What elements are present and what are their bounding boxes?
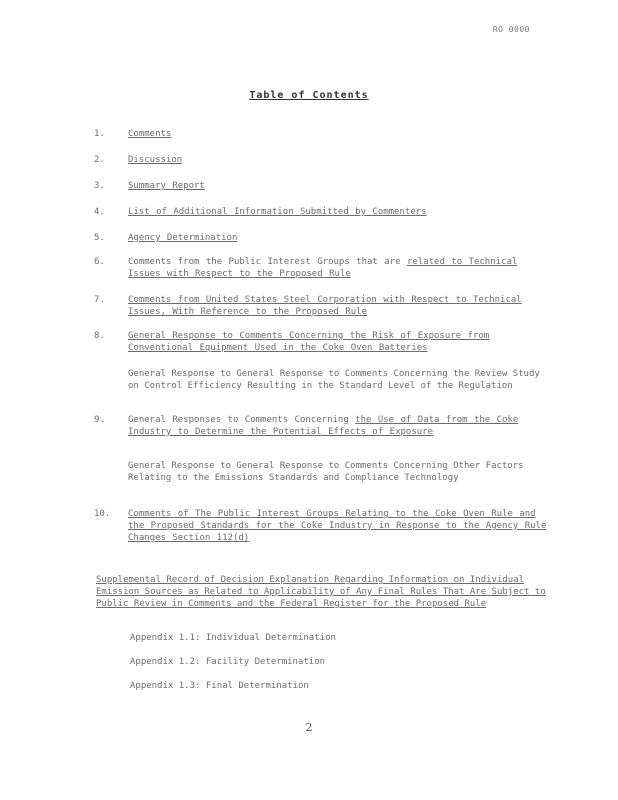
- toc-item-link[interactable]: Comments of The Public Interest Groups Relating to the Coke Oven Rule and the Proposed Standards for the Coke Industry in Response to the Agency Rule Changes Section 112(d): [128, 509, 547, 543]
- toc-subnote: General Response to General Response to Comments Concerning Other Factors Relating to the Emissions Standards and Compliance Technology: [128, 461, 524, 483]
- appendix-item[interactable]: Appendix 1.1: Individual Determination: [130, 633, 336, 643]
- page-number: 2: [305, 721, 313, 734]
- toc-subnote: General Response to General Response to Comments Concerning the Review Study on Control Efficiency Resulting in the Standard Level of the Regulation: [128, 369, 540, 391]
- toc-item-link[interactable]: Discussion: [128, 155, 183, 165]
- toc-item-link[interactable]: Summary Report: [128, 181, 205, 191]
- toc-item-number: 7.: [94, 295, 105, 305]
- toc-item-number: 5.: [94, 233, 105, 243]
- toc-item-link[interactable]: related to Technical Issues with Respect to the Proposed Rule: [128, 257, 518, 279]
- toc-item-number: 9.: [94, 415, 105, 425]
- toc-item-link[interactable]: General Response to Comments Concerning the Risk of Exposure from Conventional Equipment Used in the Coke Oven Batteries: [128, 331, 490, 353]
- toc-item-text: [128, 414, 548, 438]
- toc-item-number: 10.: [94, 509, 111, 519]
- toc-item-link[interactable]: Comments from United States Steel Corporation with Respect to Technical Issues, With Reference to the Proposed Rule: [128, 295, 522, 317]
- toc-item-text-plain: General Responses to Comments Concerning: [128, 415, 349, 425]
- header-tag: RO 0000: [492, 25, 530, 34]
- toc-item-link[interactable]: List of Additional Information Submitted by Commenters: [128, 207, 427, 217]
- toc-item-link[interactable]: Agency Determination: [128, 233, 238, 243]
- page-title: Table of Contents: [249, 90, 369, 101]
- appendix-item[interactable]: Appendix 1.2: Facility Determination: [130, 657, 326, 667]
- toc-item-number: 6.: [94, 257, 105, 267]
- toc-item-number: 1.: [94, 129, 105, 139]
- toc-item-text-plain: Comments from the Public Interest Groups that are: [128, 257, 401, 267]
- toc-item-number: 2.: [94, 155, 105, 165]
- toc-item-number: 8.: [94, 331, 105, 341]
- appendix-intro[interactable]: Supplemental Record of Decision Explanation Regarding Information on Individual Emission Sources as Related to Applicability of Any Final Rules That Are Subject to Public Review in Comments and the Federal Register for the Proposed Rule: [96, 575, 546, 609]
- toc-item-link[interactable]: the Use of Data from the Coke Industry to Determine the Potential Effects of Exposure: [128, 415, 519, 437]
- appendix-item[interactable]: Appendix 1.3: Final Determination: [130, 681, 309, 691]
- toc-item-number: 3.: [94, 181, 105, 191]
- toc-item-text: [128, 256, 548, 280]
- toc-item-number: 4.: [94, 207, 105, 217]
- toc-item-link[interactable]: Comments: [128, 129, 172, 139]
